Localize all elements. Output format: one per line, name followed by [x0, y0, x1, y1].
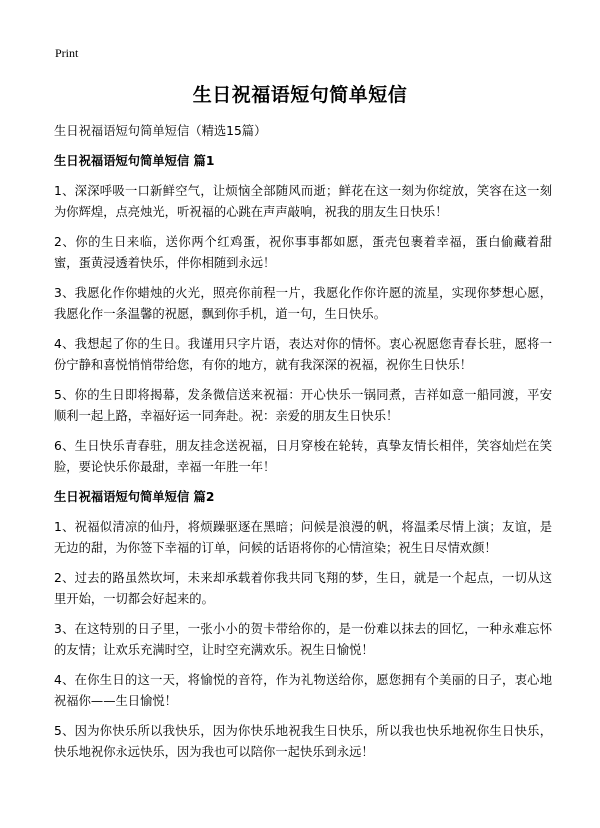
paragraph: 1、祝福似清凉的仙丹，将烦躁驱逐在黑暗；问候是浪漫的帆，将温柔尽情上演；友谊，是无边的甜，为你签下幸福的订单，问候的话语将你的心情渲染；祝生日尽情欢颜！: [54, 520, 552, 555]
page-title: 生日祝福语短句简单短信: [192, 84, 408, 106]
paragraph: 3、我愿化作你蜡烛的火光，照亮你前程一片，我愿化作你许愿的流星，实现你梦想心愿，我愿化作一条温馨的祝愿，飘到你手机，道一句，生日快乐。: [54, 286, 552, 321]
paragraph: 5、你的生日即将揭幕，发条微信送来祝福：开心快乐一锅同煮，吉祥如意一船同渡，平安顺利一起上路，幸福好运一同奔赴。祝：亲爱的朋友生日快乐！: [54, 388, 552, 423]
article-body: [54, 121, 552, 772]
print-link[interactable]: Print: [55, 46, 79, 60]
paragraph: 3、在这特别的日子里，一张小小的贺卡带给你的，是一份难以抹去的回忆，一种永难忘怀的友情；让欢乐充满时空，让时空充满欢乐。祝生日愉悦！: [54, 622, 552, 657]
section-heading-1: 生日祝福语短句简单短信 篇1: [54, 154, 215, 168]
paragraph: 2、你的生日来临，送你两个红鸡蛋，祝你事事都如愿，蛋壳包裹着幸福，蛋白偷藏着甜蜜，蛋黄浸透着快乐，伴你相随到永远！: [54, 235, 552, 270]
paragraph: 2、过去的路虽然坎坷，未来却承载着你我共同飞翔的梦，生日，就是一个起点，一切从这里开始，一切都会好起来的。: [54, 571, 552, 606]
article-subtitle: 生日祝福语短句简单短信（精选15篇）: [54, 124, 267, 138]
paragraph: 1、深深呼吸一口新鲜空气，让烦恼全部随风而逝；鲜花在这一刻为你绽放，笑容在这一刻为你辉煌，点亮烛光，听祝福的心跳在声声敲响，祝我的朋友生日快乐！: [54, 184, 552, 219]
paragraph: 4、在你生日的这一天，将愉悦的音符，作为礼物送给你，愿您拥有个美丽的日子，衷心地祝福你——生日愉悦！: [54, 673, 552, 708]
section-heading-2: 生日祝福语短句简单短信 篇2: [54, 490, 215, 504]
paragraph: 5、因为你快乐所以我快乐，因为你快乐地祝我生日快乐，所以我也快乐地祝你生日快乐，快乐地祝你永远快乐，因为我也可以陪你一起快乐到永远！: [54, 724, 552, 759]
paragraph: 6、生日快乐青春驻，朋友挂念送祝福，日月穿梭在轮转，真挚友情长相伴，笑容灿烂在笑脸，要论快乐你最甜，幸福一年胜一年！: [54, 439, 552, 474]
paragraph: 4、我想起了你的生日。我谨用只字片语，表达对你的情怀。衷心祝愿您青春长驻，愿将一份宁静和喜悦悄悄带给您，有你的地方，就有我深深的祝福，祝你生日快乐！: [54, 337, 552, 372]
